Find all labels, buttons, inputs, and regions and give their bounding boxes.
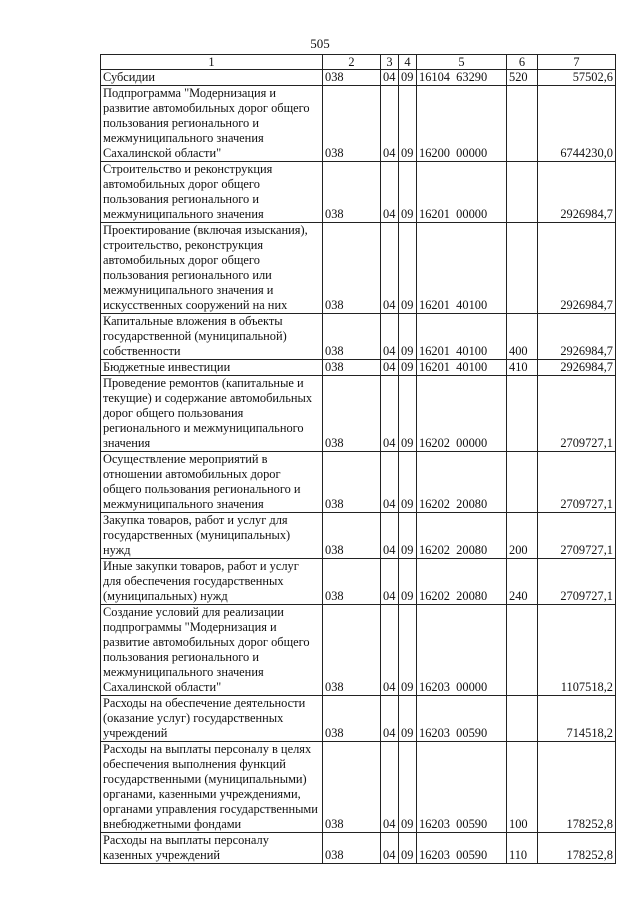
column-header-csr: 5	[417, 55, 507, 70]
table-row	[101, 559, 616, 605]
row-gr: 038	[323, 360, 381, 376]
row-csr: 16203 00590	[417, 696, 507, 742]
budget-table	[100, 54, 616, 864]
row-csr: 16202 00000	[417, 376, 507, 452]
row-sum: 178252,8	[538, 833, 616, 864]
row-rz: 04	[381, 605, 399, 696]
row-rz: 04	[381, 360, 399, 376]
row-name: Создание условий для реализации подпрограммы "Модернизация и развитие автомобильных дорог общего пользования регионального и межмуниципального значения Сахалинской области"	[101, 605, 323, 696]
column-header-gr: 2	[323, 55, 381, 70]
row-rz: 04	[381, 70, 399, 86]
row-gr: 038	[323, 223, 381, 314]
row-pr: 09	[399, 559, 417, 605]
row-vr: 110	[507, 833, 538, 864]
row-sum: 714518,2	[538, 696, 616, 742]
row-name: Закупка товаров, работ и услуг для государственных (муниципальных) нужд	[101, 513, 323, 559]
row-csr: 16202 20080	[417, 559, 507, 605]
row-vr	[507, 162, 538, 223]
row-gr: 038	[323, 833, 381, 864]
row-pr: 09	[399, 162, 417, 223]
row-rz: 04	[381, 833, 399, 864]
row-rz: 04	[381, 162, 399, 223]
row-vr	[507, 452, 538, 513]
row-gr: 038	[323, 452, 381, 513]
row-pr: 09	[399, 742, 417, 833]
row-rz: 04	[381, 452, 399, 513]
row-name: Проведение ремонтов (капитальные и текущие) и содержание автомобильных дорог общего пользования регионального и межмуниципального значения	[101, 376, 323, 452]
table-row	[101, 162, 616, 223]
row-pr: 09	[399, 360, 417, 376]
row-vr	[507, 696, 538, 742]
row-name: Строительство и реконструкция автомобильных дорог общего пользования регионального и межмуниципального значения	[101, 162, 323, 223]
table-row	[101, 86, 616, 162]
row-csr: 16104 63290	[417, 70, 507, 86]
row-rz: 04	[381, 513, 399, 559]
row-vr	[507, 86, 538, 162]
row-pr: 09	[399, 452, 417, 513]
row-name: Расходы на выплаты персоналу в целях обеспечения выполнения функций государственными (муниципальными) органами, казенными учреждениями, органами управления государственными внебюджетными фондами	[101, 742, 323, 833]
row-csr: 16203 00590	[417, 833, 507, 864]
row-rz: 04	[381, 376, 399, 452]
column-header-sum: 7	[538, 55, 616, 70]
row-gr: 038	[323, 86, 381, 162]
row-sum: 2926984,7	[538, 223, 616, 314]
row-sum: 6744230,0	[538, 86, 616, 162]
table-row	[101, 742, 616, 833]
row-csr: 16202 20080	[417, 513, 507, 559]
row-sum: 2709727,1	[538, 452, 616, 513]
row-sum: 2709727,1	[538, 559, 616, 605]
row-csr: 16201 00000	[417, 162, 507, 223]
column-header-rz: 3	[381, 55, 399, 70]
row-csr: 16203 00000	[417, 605, 507, 696]
table-row	[101, 513, 616, 559]
table-row	[101, 314, 616, 360]
table-row	[101, 376, 616, 452]
row-sum: 1107518,2	[538, 605, 616, 696]
row-pr: 09	[399, 513, 417, 559]
row-vr: 520	[507, 70, 538, 86]
row-vr	[507, 376, 538, 452]
row-sum: 2926984,7	[538, 162, 616, 223]
row-sum: 2709727,1	[538, 376, 616, 452]
column-header-name: 1	[101, 55, 323, 70]
row-rz: 04	[381, 223, 399, 314]
row-csr: 16200 00000	[417, 86, 507, 162]
row-csr: 16202 20080	[417, 452, 507, 513]
row-name: Проектирование (включая изыскания), строительство, реконструкция автомобильных дорог общего пользования регионального или межмуниципального значения и искусственных сооружений на них	[101, 223, 323, 314]
page-number: 505	[310, 36, 330, 51]
row-rz: 04	[381, 559, 399, 605]
row-sum: 178252,8	[538, 742, 616, 833]
row-sum: 2709727,1	[538, 513, 616, 559]
row-vr	[507, 223, 538, 314]
table-row	[101, 70, 616, 86]
row-vr: 400	[507, 314, 538, 360]
row-rz: 04	[381, 314, 399, 360]
row-vr: 100	[507, 742, 538, 833]
row-pr: 09	[399, 86, 417, 162]
row-vr: 200	[507, 513, 538, 559]
row-csr: 16201 40100	[417, 223, 507, 314]
row-name: Иные закупки товаров, работ и услуг для обеспечения государственных (муниципальных) нужд	[101, 559, 323, 605]
row-rz: 04	[381, 86, 399, 162]
row-gr: 038	[323, 314, 381, 360]
row-gr: 038	[323, 162, 381, 223]
row-vr	[507, 605, 538, 696]
row-gr: 038	[323, 513, 381, 559]
row-name: Подпрограмма "Модернизация и развитие автомобильных дорог общего пользования регионального и межмуниципального значения Сахалинской области"	[101, 86, 323, 162]
column-header-pr: 4	[399, 55, 417, 70]
row-name: Осуществление мероприятий в отношении автомобильных дорог общего пользования регионального и межмуниципального значения	[101, 452, 323, 513]
row-gr: 038	[323, 742, 381, 833]
row-pr: 09	[399, 833, 417, 864]
row-csr: 16203 00590	[417, 742, 507, 833]
row-rz: 04	[381, 696, 399, 742]
table-row	[101, 696, 616, 742]
row-gr: 038	[323, 376, 381, 452]
row-name: Расходы на обеспечение деятельности (оказание услуг) государственных учреждений	[101, 696, 323, 742]
row-sum: 2926984,7	[538, 360, 616, 376]
row-vr: 240	[507, 559, 538, 605]
row-pr: 09	[399, 223, 417, 314]
table-row	[101, 452, 616, 513]
row-name: Субсидии	[101, 70, 323, 86]
row-gr: 038	[323, 696, 381, 742]
row-pr: 09	[399, 376, 417, 452]
header-row	[101, 55, 616, 70]
row-name: Бюджетные инвестиции	[101, 360, 323, 376]
table-row	[101, 360, 616, 376]
row-name: Расходы на выплаты персоналу казенных учреждений	[101, 833, 323, 864]
row-gr: 038	[323, 605, 381, 696]
row-gr: 038	[323, 559, 381, 605]
row-csr: 16201 40100	[417, 360, 507, 376]
row-pr: 09	[399, 314, 417, 360]
row-gr: 038	[323, 70, 381, 86]
table-row	[101, 223, 616, 314]
table-row	[101, 605, 616, 696]
column-header-vr: 6	[507, 55, 538, 70]
row-sum: 57502,6	[538, 70, 616, 86]
table-body	[101, 70, 616, 864]
row-sum: 2926984,7	[538, 314, 616, 360]
table-row	[101, 833, 616, 864]
row-csr: 16201 40100	[417, 314, 507, 360]
row-name: Капитальные вложения в объекты государственной (муниципальной) собственности	[101, 314, 323, 360]
row-pr: 09	[399, 70, 417, 86]
row-pr: 09	[399, 696, 417, 742]
row-rz: 04	[381, 742, 399, 833]
row-pr: 09	[399, 605, 417, 696]
row-vr: 410	[507, 360, 538, 376]
